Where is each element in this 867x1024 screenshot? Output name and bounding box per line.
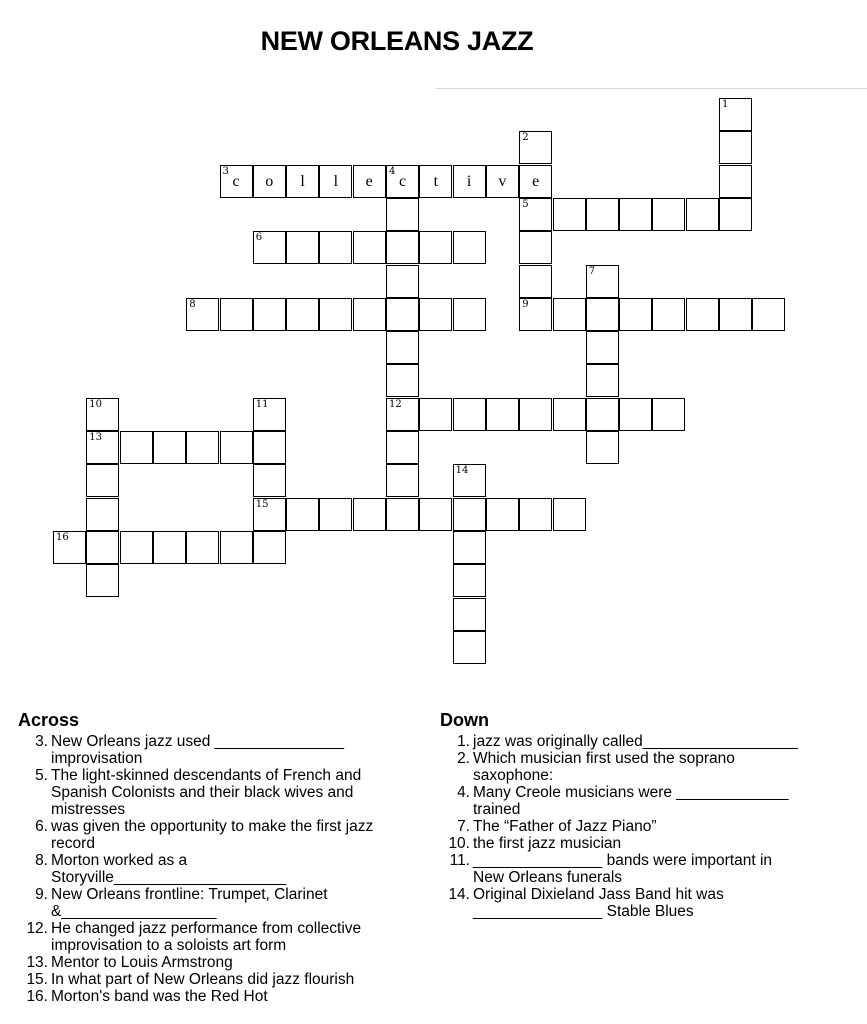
grid-cell <box>652 298 685 331</box>
across-clues <box>18 709 418 1005</box>
grid-cell <box>586 431 619 464</box>
clue-item <box>18 954 418 971</box>
grid-cell <box>586 398 619 431</box>
grid-cell <box>686 198 719 231</box>
clue-text: Which musician first used the soprano <box>473 750 735 767</box>
clue-number: 6. <box>35 818 48 835</box>
grid-cell <box>419 498 452 531</box>
grid-cell <box>453 398 486 431</box>
grid-cell <box>86 431 119 464</box>
grid-cell <box>553 498 586 531</box>
clue-number: 4. <box>457 784 470 801</box>
grid-cell <box>86 498 119 531</box>
clue-text: He changed jazz performance from collective <box>51 920 362 937</box>
cell-number: 5 <box>522 198 529 210</box>
grid-cell <box>386 464 419 497</box>
clue-text: _______________ bands were important in <box>473 852 773 869</box>
cell-letter: i <box>466 172 472 190</box>
cell-letter: v <box>498 172 507 190</box>
grid-cell <box>486 165 519 198</box>
cell-number: 12 <box>389 398 402 410</box>
grid-cell <box>386 364 419 397</box>
grid-cell <box>519 298 552 331</box>
clue-item <box>18 920 418 954</box>
grid-cell <box>519 131 552 164</box>
clue-item <box>18 886 418 920</box>
clue-item <box>18 988 418 1005</box>
clue-item <box>440 886 860 920</box>
grid-cell <box>86 464 119 497</box>
grid-cell <box>386 265 419 298</box>
grid-cell <box>419 298 452 331</box>
clue-number: 13. <box>26 954 48 971</box>
grid-cell <box>419 231 452 264</box>
grid-cell <box>519 198 552 231</box>
cell-number: 11 <box>255 398 269 410</box>
clue-text: trained <box>473 801 521 818</box>
grid-cell <box>553 398 586 431</box>
grid-cell <box>453 298 486 331</box>
clue-text: was given the opportunity to make the first jazz <box>51 818 374 835</box>
grid-cell <box>719 298 752 331</box>
grid-cell <box>253 531 286 564</box>
clue-text: jazz was originally called__________________ <box>473 733 798 750</box>
across-clue-list <box>18 733 418 1005</box>
cell-number: 2 <box>522 132 529 144</box>
clue-text: New Orleans jazz used _______________ <box>51 733 344 750</box>
grid-cell <box>586 198 619 231</box>
cell-number: 1 <box>722 99 729 110</box>
grid-cell <box>53 531 86 564</box>
grid-cell <box>519 265 552 298</box>
grid-cell <box>386 498 419 531</box>
grid-cell <box>519 498 552 531</box>
grid-cell <box>386 398 419 431</box>
clue-text: Morton worked as a <box>51 852 188 869</box>
grid-cell <box>719 98 752 131</box>
cell-number: 8 <box>189 298 196 310</box>
grid-cell <box>553 298 586 331</box>
grid-cell <box>353 498 386 531</box>
grid-cell <box>286 298 319 331</box>
grid-cell <box>386 198 419 231</box>
clue-number: 9. <box>35 886 48 903</box>
grid-cell <box>719 198 752 231</box>
grid-cell <box>386 331 419 364</box>
grid-cell <box>553 198 586 231</box>
grid-cell <box>519 231 552 264</box>
down-clues <box>440 709 860 920</box>
grid-cell <box>453 231 486 264</box>
cell-number: 14 <box>455 465 469 477</box>
grid-cell <box>253 498 286 531</box>
clue-number: 11. <box>449 852 470 869</box>
clue-item <box>440 750 860 784</box>
grid-cell <box>253 231 286 264</box>
clue-text: _______________ Stable Blues <box>473 903 694 920</box>
grid-cell <box>752 298 785 331</box>
grid-cell <box>120 531 153 564</box>
grid-cell <box>253 398 286 431</box>
grid-cell <box>586 298 619 331</box>
grid-cell <box>353 231 386 264</box>
clue-item <box>18 767 418 818</box>
grid-cell <box>419 398 452 431</box>
clue-text: &__________________ <box>51 903 217 920</box>
clue-item <box>18 971 418 988</box>
clue-text: In what part of New Orleans did jazz flourish <box>51 971 355 988</box>
cell-number: 10 <box>89 398 103 410</box>
grid-cell <box>586 331 619 364</box>
grid-cell <box>586 265 619 298</box>
grid-cell <box>86 531 119 564</box>
cell-number: 15 <box>255 498 269 510</box>
cell-number: 3 <box>222 165 229 177</box>
across-heading: Across <box>18 710 80 730</box>
clue-text: Morton's band was the Red Hot <box>51 988 268 1005</box>
clue-text: The light-skinned descendants of French and <box>51 767 362 784</box>
clue-text: Mentor to Louis Armstrong <box>51 954 233 971</box>
clue-text: improvisation <box>51 750 143 767</box>
cell-number: 4 <box>389 165 396 177</box>
clue-item <box>440 852 860 886</box>
down-heading: Down <box>440 710 489 730</box>
grid-cell <box>386 431 419 464</box>
grid-cell <box>619 398 652 431</box>
clue-item <box>18 818 418 852</box>
grid-cell <box>86 564 119 597</box>
cell-number: 6 <box>255 232 263 244</box>
grid-cell <box>220 165 253 198</box>
grid-cell <box>319 298 352 331</box>
grid-cell <box>453 531 486 564</box>
grid-cell <box>253 298 286 331</box>
clue-item <box>18 733 418 767</box>
clue-item <box>440 835 860 852</box>
cell-number: 7 <box>588 265 596 277</box>
clue-text: Original Dixieland Jass Band hit was <box>473 886 724 903</box>
clue-text: Storyville____________________ <box>51 869 287 886</box>
grid-cell <box>386 231 419 264</box>
grid-cell <box>719 131 752 164</box>
grid-cell <box>319 498 352 531</box>
grid-cell <box>153 431 186 464</box>
grid-cell <box>719 165 752 198</box>
clue-number: 5. <box>35 767 48 784</box>
grid-cell <box>619 198 652 231</box>
down-clue-list <box>440 733 860 920</box>
grid-cell <box>253 165 286 198</box>
grid-cell <box>353 165 386 198</box>
clue-text: the first jazz musician <box>473 835 622 852</box>
grid-cell <box>120 431 153 464</box>
grid-cell <box>652 198 685 231</box>
clue-item <box>440 818 860 835</box>
clue-text: improvisation to a soloists art form <box>51 937 287 954</box>
grid-cell <box>419 165 452 198</box>
grid-cell <box>253 431 286 464</box>
clue-text: mistresses <box>51 801 126 818</box>
grid-cell <box>586 364 619 397</box>
clue-number: 8. <box>35 852 48 869</box>
cell-letter: t <box>433 172 439 190</box>
clue-number: 2. <box>457 750 470 767</box>
clue-item <box>440 733 860 750</box>
cell-letter: c <box>398 172 407 190</box>
clue-text: The “Father of Jazz Piano” <box>473 818 657 835</box>
clue-number: 16. <box>26 988 48 1005</box>
grid-cell <box>486 498 519 531</box>
grid-cell <box>253 464 286 497</box>
cell-letter: c <box>232 172 240 190</box>
clue-number: 7. <box>457 818 470 835</box>
page-title: NEW ORLEANS JAZZ <box>260 26 534 56</box>
grid-cell <box>186 298 219 331</box>
grid-cell <box>386 165 419 198</box>
grid-cell <box>319 231 352 264</box>
grid-cell <box>186 431 219 464</box>
grid-cell <box>619 298 652 331</box>
clue-item <box>18 852 418 886</box>
grid-cell <box>353 298 386 331</box>
clue-number: 14. <box>448 886 470 903</box>
grid-cell <box>686 298 719 331</box>
cell-letter: e <box>532 172 540 190</box>
clue-number: 1. <box>457 733 470 750</box>
grid-cell <box>453 598 486 631</box>
clue-text: record <box>51 835 95 852</box>
grid-cell <box>453 631 486 664</box>
cell-number: 16 <box>56 531 69 543</box>
grid-cell <box>286 165 319 198</box>
clue-text: Spanish Colonists and their black wives and <box>51 784 354 801</box>
grid-cell <box>652 398 685 431</box>
grid-cell <box>486 398 519 431</box>
grid-cell <box>519 165 552 198</box>
clue-number: 15. <box>26 971 48 988</box>
clue-number: 10. <box>448 835 470 852</box>
grid-cell <box>453 564 486 597</box>
grid-cell <box>220 431 253 464</box>
grid-cell <box>453 464 486 497</box>
cell-number: 13 <box>89 432 103 443</box>
grid-cell <box>86 398 119 431</box>
grid-cell <box>220 298 253 331</box>
clue-number: 12. <box>26 920 48 937</box>
grid-cell <box>286 231 319 264</box>
cell-letter: l <box>333 172 339 190</box>
clue-item <box>440 784 860 818</box>
grid-cell <box>519 398 552 431</box>
cell-letter: l <box>300 172 305 190</box>
grid-cell <box>220 531 253 564</box>
grid-cell <box>153 531 186 564</box>
clue-text: New Orleans funerals <box>473 869 623 886</box>
clue-text: Many Creole musicians were _____________ <box>473 784 789 801</box>
cell-letter: o <box>265 172 274 190</box>
grid-cell <box>453 165 486 198</box>
grid-cell <box>386 298 419 331</box>
grid-cell <box>453 498 486 531</box>
clue-text: saxophone: <box>473 767 554 784</box>
cell-letter: e <box>365 172 373 190</box>
cell-number: 9 <box>522 298 529 310</box>
clue-text: New Orleans frontline: Trumpet, Clarinet <box>51 886 328 903</box>
clue-number: 3. <box>35 733 48 750</box>
grid-cell <box>186 531 219 564</box>
grid-cell <box>319 165 352 198</box>
grid-cell <box>286 498 319 531</box>
